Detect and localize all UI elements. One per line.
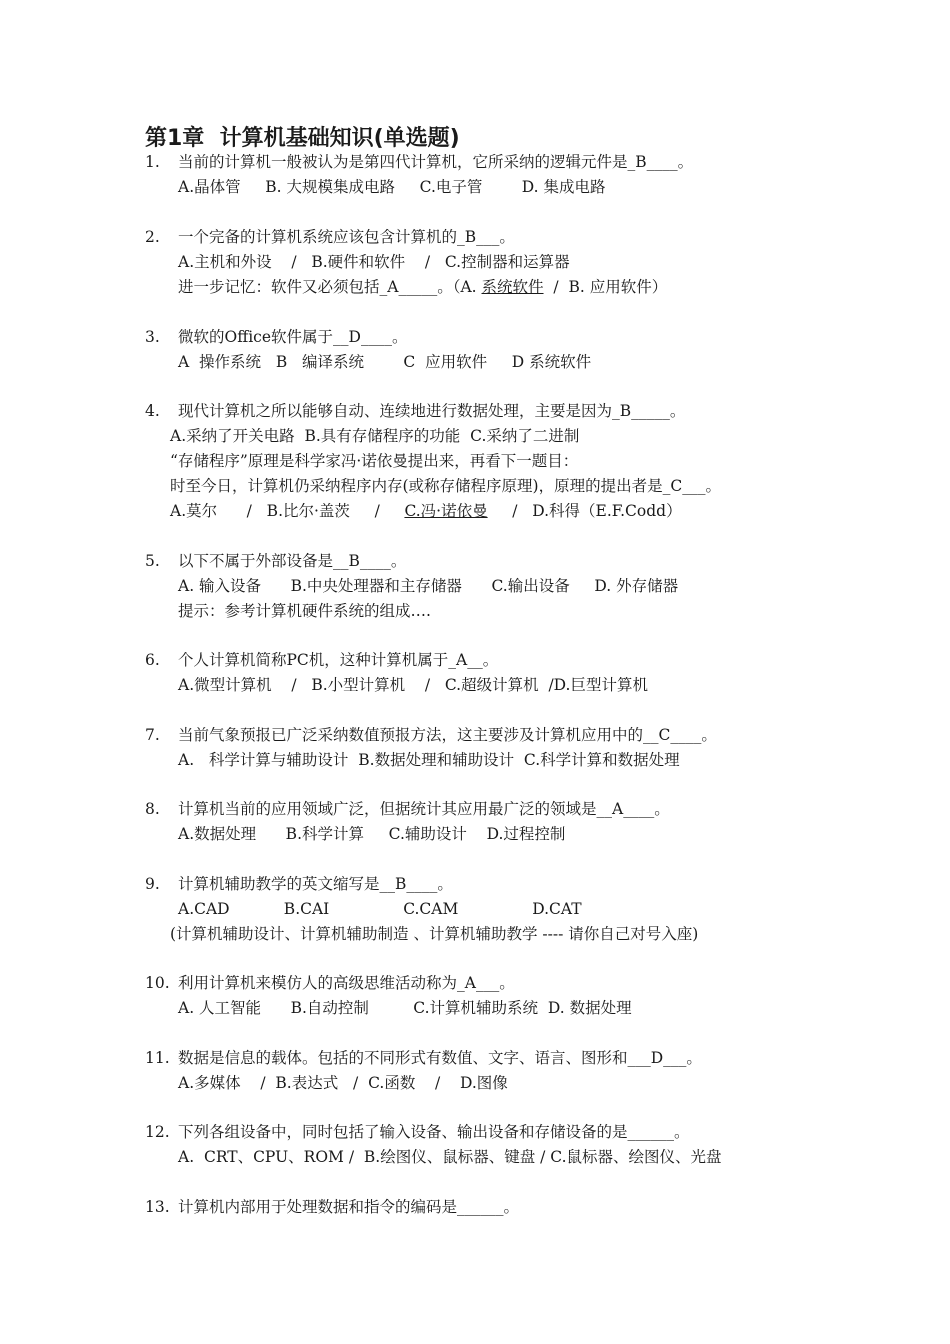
options-line: A.主机和外设 / B.硬件和软件 / C.控制器和运算器 [178, 253, 570, 271]
note-line: “存储程序”原理是科学家冯·诺依曼提出来，再看下一题目： [170, 452, 579, 470]
question-number: 11. [145, 1049, 170, 1067]
question-text: 计算机辅助教学的英文缩写是__B____。 [178, 875, 453, 893]
question-6 [145, 648, 935, 698]
question-text: 计算机当前的应用领域广泛，但据统计其应用最广泛的领域是__A____。 [178, 800, 670, 818]
question-1 [145, 150, 935, 200]
underlined-answer: 系统软件 [481, 278, 544, 296]
options-line: A. 人工智能 B.自动控制 C.计算机辅助系统 D. 数据处理 [178, 999, 632, 1017]
question-text: 个人计算机简称PC机，这种计算机属于_A__。 [178, 651, 499, 669]
question-number: 2. [145, 228, 160, 246]
question-number: 1. [145, 153, 160, 171]
question-text: 以下不属于外部设备是__B____。 [178, 552, 407, 570]
question-7 [145, 723, 935, 773]
question-text: 计算机内部用于处理数据和指令的编码是______。 [178, 1198, 520, 1216]
question-number: 5. [145, 552, 160, 570]
note-line: (计算机辅助设计、计算机辅助制造 、计算机辅助教学 ---- 请你自己对号入座) [170, 925, 699, 943]
follow-up-question: 时至今日，计算机仍采纳程序内存(或称存储程序原理)，原理的提出者是_C___。 [170, 477, 721, 495]
question-2 [145, 225, 935, 300]
options-line: A.采纳了开关电路 B.具有存储程序的功能 C.采纳了二进制 [170, 427, 580, 445]
question-text: 当前的计算机一般被认为是第四代计算机，它所采纳的逻辑元件是_B____。 [178, 153, 694, 171]
question-text: 微软的Office软件属于__D____。 [178, 328, 408, 346]
question-text: 一个完备的计算机系统应该包含计算机的_B___。 [178, 228, 515, 246]
options-line: A.莫尔 / B.比尔·盖茨 / C.冯·诺依曼 / D.科得（E.F.Codd） [170, 502, 682, 520]
question-8 [145, 797, 935, 847]
question-text: 利用计算机来模仿人的高级思维活动称为_A___。 [178, 974, 515, 992]
question-number: 12. [145, 1123, 170, 1141]
options-line: A.多媒体 / B.表达式 / C.函数 / D.图像 [178, 1074, 508, 1092]
question-number: 10. [145, 974, 170, 992]
question-4 [145, 399, 935, 524]
question-text: 数据是信息的载体。包括的不同形式有数值、文字、语言、图形和___D___。 [178, 1049, 702, 1067]
options-line: A. 输入设备 B.中央处理器和主存储器 C.输出设备 D. 外存储器 [178, 577, 679, 595]
question-text: 现代计算机之所以能够自动、连续地进行数据处理，主要是因为_B_____。 [178, 402, 686, 420]
question-number: 8. [145, 800, 160, 818]
question-number: 7. [145, 726, 160, 744]
memory-note: 进一步记忆：软件又必须包括_A_____。（A. 系统软件 / B. 应用软件） [178, 278, 668, 296]
options-line: A.数据处理 B.科学计算 C.辅助设计 D.过程控制 [178, 825, 566, 843]
question-12 [145, 1120, 935, 1170]
options-line: A. 科学计算与辅助设计 B.数据处理和辅助设计 C.科学计算和数据处理 [178, 751, 680, 769]
question-10 [145, 971, 935, 1021]
question-number: 3. [145, 328, 160, 346]
question-number: 9. [145, 875, 160, 893]
question-number: 4. [145, 402, 160, 420]
question-9 [145, 872, 935, 947]
question-3 [145, 325, 935, 375]
question-5 [145, 549, 935, 624]
question-text: 当前气象预报已广泛采纳数值预报方法，这主要涉及计算机应用中的__C____。 [178, 726, 717, 744]
underlined-answer: C.冯·诺依曼 [404, 502, 488, 520]
question-text: 下列各组设备中，同时包括了输入设备、输出设备和存储设备的是______。 [178, 1123, 690, 1141]
options-line: A.晶体管 B. 大规模集成电路 C.电子管 D. 集成电路 [178, 178, 606, 196]
question-number: 6. [145, 651, 160, 669]
question-11 [145, 1046, 935, 1096]
question-number: 13. [145, 1198, 170, 1216]
question-13 [145, 1195, 935, 1220]
hint-line: 提示：参考计算机硬件系统的组成…. [178, 602, 431, 620]
options-line: A.CAD B.CAI C.CAM D.CAT [178, 900, 582, 918]
options-line: A 操作系统 B 编译系统 C 应用软件 D 系统软件 [178, 353, 592, 371]
options-line: A. CRT、CPU、ROM / B.绘图仪、鼠标器、键盘 / C.鼠标器、绘图仪、光盘 [178, 1148, 722, 1166]
options-line: A.微型计算机 / B.小型计算机 / C.超级计算机 /D.巨型计算机 [178, 676, 648, 694]
chapter-title: 第1章 计算机基础知识(单选题) [145, 126, 460, 151]
